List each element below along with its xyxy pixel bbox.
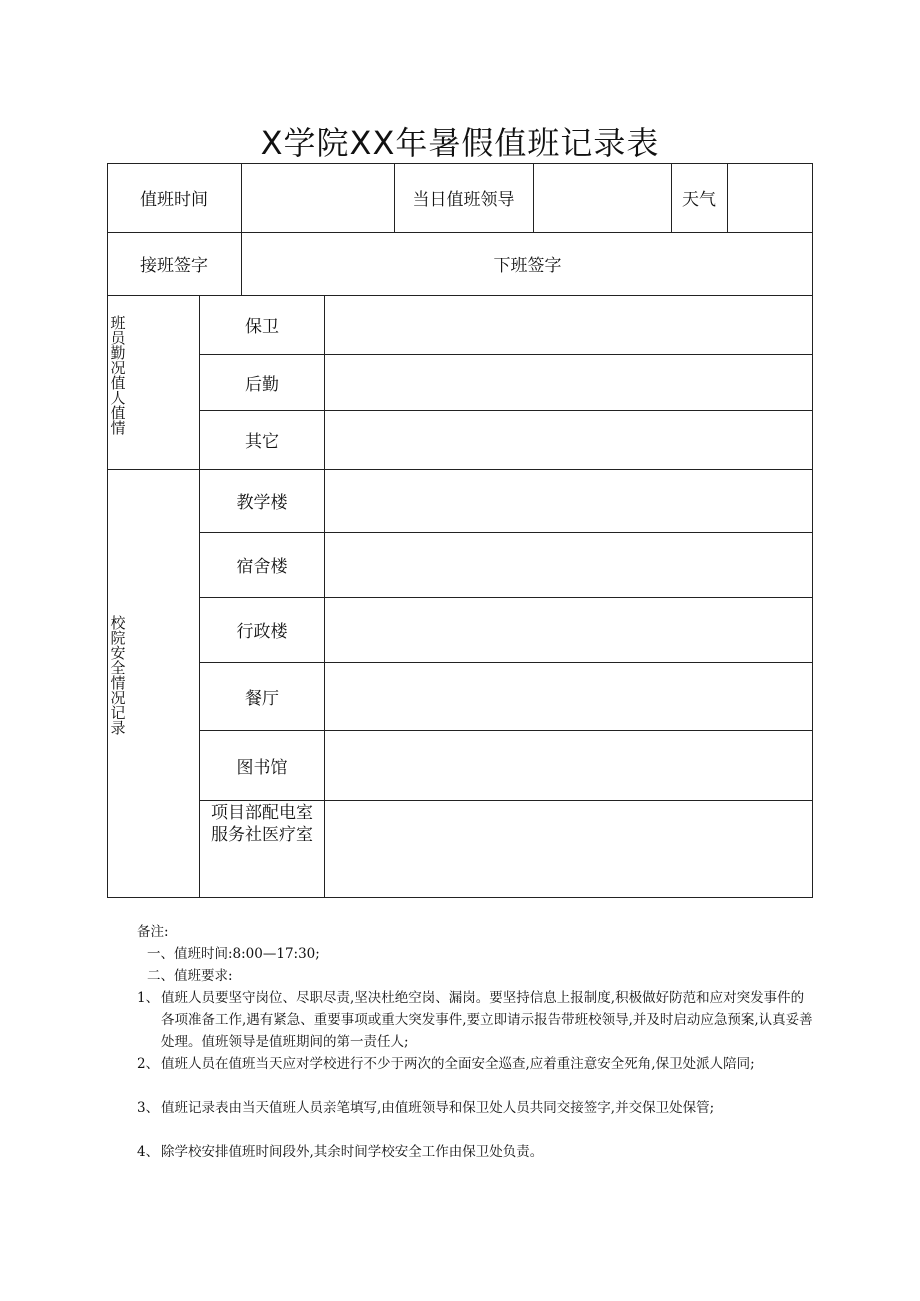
- staff-row-security-field[interactable]: [325, 295, 813, 354]
- duty-time-field[interactable]: [242, 163, 394, 232]
- safety-row-library-label: 图书馆: [236, 757, 288, 778]
- notes-requirements-heading: 二、值班要求:: [147, 968, 233, 984]
- notes-item: [137, 1141, 815, 1163]
- notes-item: [137, 987, 815, 1053]
- safety-row-teaching-field[interactable]: [325, 469, 813, 532]
- safety-row-dorm-field[interactable]: [325, 532, 813, 597]
- notes-item-text: 值班人员在值班当天应对学校进行不少于两次的全面安全巡查,应着重注意安全死角,保卫处派人陪同;: [161, 1056, 755, 1072]
- safety-row-admin-field[interactable]: [325, 597, 813, 662]
- notes-item-number: 2、: [137, 1056, 160, 1072]
- safety-section-label: 校院安全情况记录: [110, 614, 126, 737]
- staff-row-logistics-label: 后勤: [245, 374, 279, 395]
- duty-leader-field[interactable]: [534, 163, 671, 232]
- page-title: X学院XX年暑假值班记录表: [260, 124, 660, 162]
- notes-item: [137, 1053, 815, 1075]
- duty-time-label: 值班时间: [140, 190, 208, 210]
- notes-heading: 备注:: [137, 924, 169, 940]
- notes-item-text: 除学校安排值班时间段外,其余时间学校安全工作由保卫处负责。: [161, 1144, 544, 1160]
- staff-row-security-label: 保卫: [245, 317, 279, 337]
- weather-field[interactable]: [728, 163, 813, 232]
- safety-row-misc-label-line1: 项目部配电室: [211, 803, 313, 823]
- safety-row-canteen-label: 餐厅: [245, 688, 279, 709]
- staff-row-other-field[interactable]: [325, 410, 813, 469]
- staff-row-logistics-field[interactable]: [325, 354, 813, 410]
- safety-row-dorm-label: 宿舍楼: [236, 557, 288, 577]
- notes-item-text: 值班人员要坚守岗位、尽职尽责,坚决杜绝空岗、漏岗。要坚持信息上报制度,积极做好防范和应对突发事件的各项准备工作,遇有紧急、重要事项或重大突发事件,要立即请示报告带班校领导,并及时启动应急预案,认真妥善处理。值班领导是值班期间的第一责任人;: [161, 990, 813, 1050]
- notes-item-number: 4、: [137, 1144, 160, 1160]
- notes-item-number: 1、: [137, 990, 160, 1006]
- notes-item-number: 3、: [137, 1100, 160, 1116]
- weather-label: 天气: [682, 190, 716, 210]
- notes-duty-hours: 一、值班时间:8:00—17:30;: [147, 946, 320, 962]
- safety-row-library-field[interactable]: [325, 730, 813, 800]
- staff-section-label: 班员勤况值人值情: [110, 314, 126, 437]
- handover-sign-label: 接班签字: [140, 256, 208, 276]
- duty-leader-label: 当日值班领导: [412, 190, 515, 210]
- offduty-sign-label: 下班签字: [493, 256, 562, 276]
- safety-row-misc-field[interactable]: [325, 800, 813, 898]
- safety-row-teaching-label: 教学楼: [236, 493, 288, 513]
- safety-row-admin-label: 行政楼: [236, 622, 288, 642]
- staff-row-other-label: 其它: [245, 432, 279, 452]
- notes-item-text: 值班记录表由当天值班人员亲笔填写,由值班领导和保卫处人员共同交接签字,并交保卫处保管;: [161, 1100, 715, 1116]
- safety-row-canteen-field[interactable]: [325, 662, 813, 730]
- safety-row-misc-label-line2: 服务社医疗室: [211, 825, 313, 845]
- notes-item: [137, 1097, 815, 1119]
- safety-row-misc-label: [200, 802, 324, 846]
